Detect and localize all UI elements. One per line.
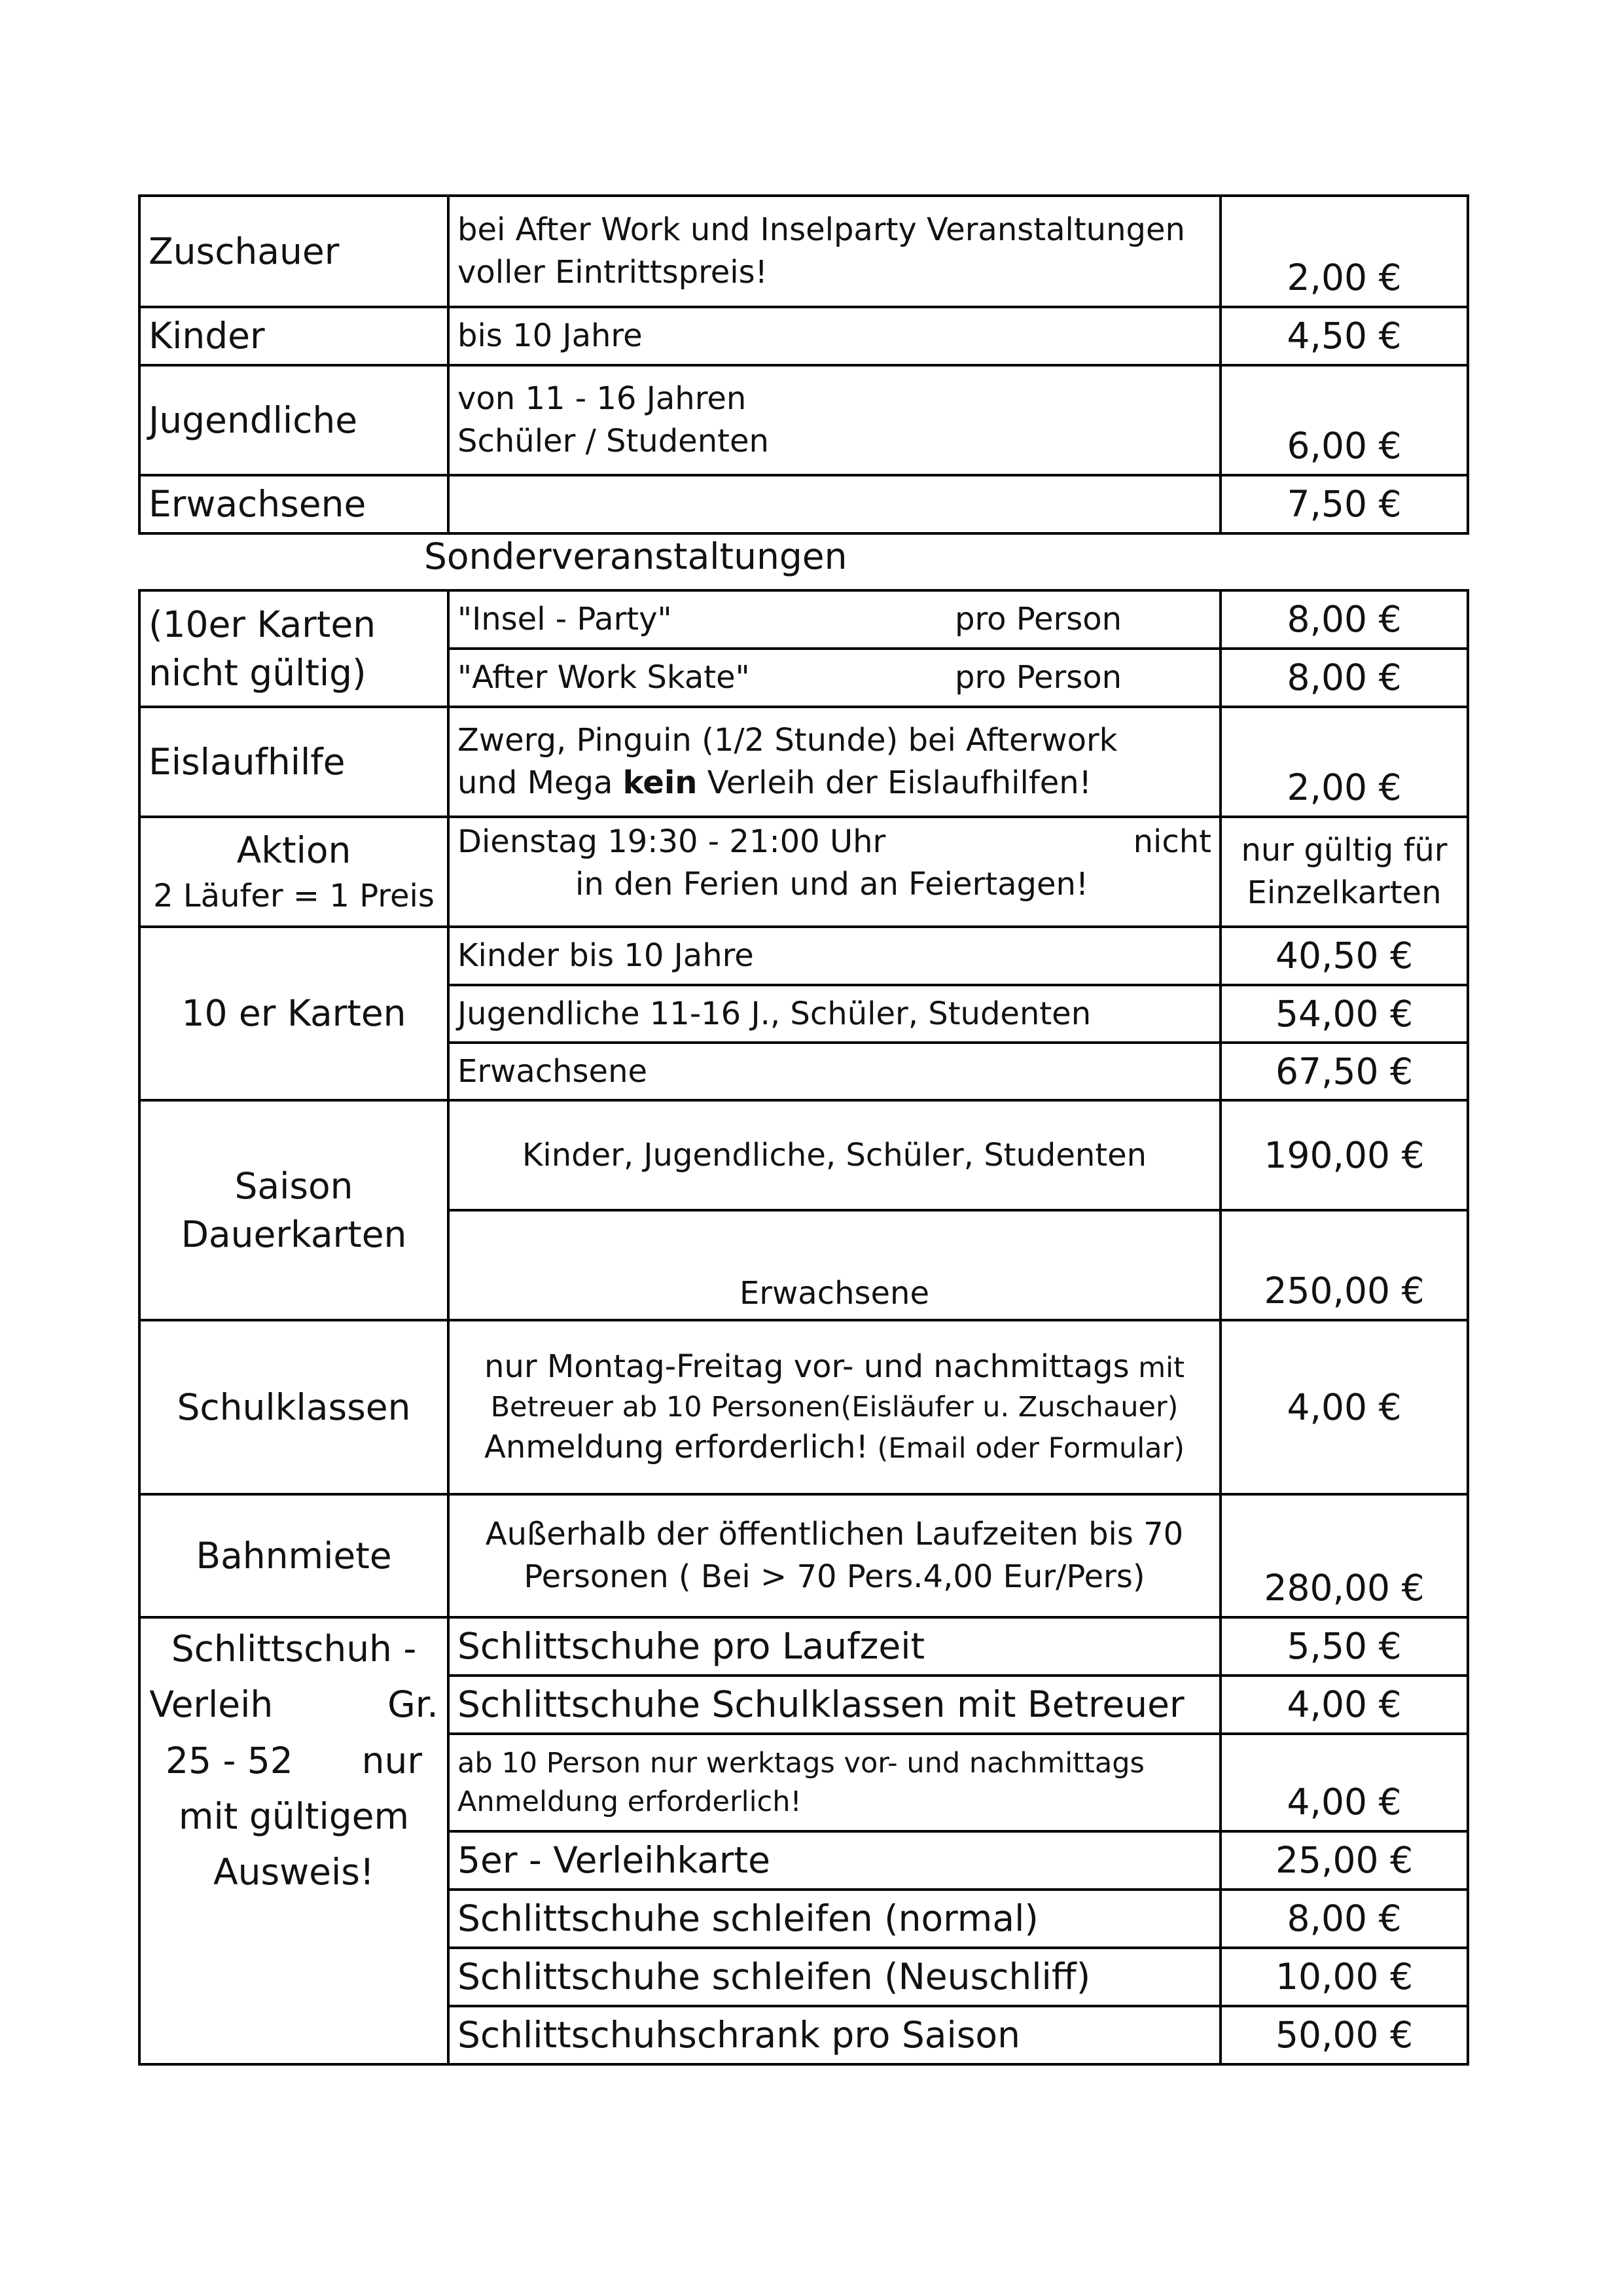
price-cell: 40,50 € (1221, 927, 1468, 985)
description-cell (448, 707, 1221, 817)
aktion-subtitle: 2 Läufer = 1 Preis (153, 877, 435, 914)
description-cell (448, 196, 1221, 307)
price-cell: 4,50 € (1221, 307, 1468, 365)
description-line: in den Ferien und an Feiertagen! (575, 865, 1089, 903)
price-cell: 7,50 € (1221, 475, 1468, 533)
category-line: 25 - 52 nur (165, 1739, 422, 1782)
label-cell: Schlittschuhe schleifen (Neuschliff) (448, 1948, 1221, 2006)
description-line (457, 1346, 1211, 1388)
table-row (139, 307, 1468, 365)
description-text: Anmeldung erforderlich! (484, 1429, 868, 1466)
label-cell: Schlittschuhe Schulklassen mit Betreuer (448, 1676, 1221, 1734)
description-line (457, 821, 1211, 863)
description-cell (448, 1320, 1221, 1494)
label-cell: Erwachsene (448, 1210, 1221, 1320)
event-cell (448, 649, 1221, 707)
price-cell: 25,00 € (1221, 1831, 1468, 1890)
description-cell (448, 365, 1221, 475)
label-line: Anmeldung erforderlich! (457, 1785, 802, 1818)
label-cell: Schlittschuhschrank pro Saison (448, 2006, 1221, 2064)
category-line: (10er Karten (149, 603, 376, 645)
event-cell (448, 590, 1221, 649)
price-cell: 8,00 € (1221, 1890, 1468, 1948)
note-line: Einzelkarten (1247, 874, 1442, 911)
price-cell: 190,00 € (1221, 1100, 1468, 1210)
description-line: Zwerg, Pinguin (1/2 Stunde) bei Afterwork (457, 722, 1118, 759)
description-line: Schüler / Studenten (457, 423, 769, 459)
description-text: (Email oder Formular) (868, 1432, 1185, 1465)
description-line: von 11 - 16 Jahren (457, 380, 747, 418)
description-bold: kein (622, 764, 698, 801)
category-cell: Zuschauer (139, 196, 448, 307)
note-line: nur gültig für (1241, 832, 1448, 869)
label-cell: Kinder bis 10 Jahre (448, 927, 1221, 985)
description-line: Außerhalb der öffentlichen Laufzeiten bis 70 (485, 1516, 1184, 1553)
table-row (139, 196, 1468, 307)
description-text: nicht (1133, 823, 1211, 860)
category-line: Saison (234, 1164, 353, 1207)
category-cell: Bahnmiete (139, 1494, 448, 1617)
description-line: bei After Work und Inselparty Veranstaltungen (457, 211, 1185, 249)
price-cell: 8,00 € (1221, 590, 1468, 649)
description-text: nur Montag-Freitag vor- und nachmittags (484, 1348, 1130, 1386)
event-unit: pro Person (955, 601, 1122, 638)
description-cell (448, 817, 1221, 927)
description-cell (448, 475, 1221, 533)
event-name: "After Work Skate" (457, 659, 750, 696)
category-line: Ausweis! (213, 1851, 374, 1893)
category-cell (139, 590, 448, 707)
table-row (139, 365, 1468, 475)
table-row (139, 1320, 1468, 1494)
price-cell: 4,00 € (1221, 1734, 1468, 1831)
label-cell: Erwachsene (448, 1043, 1221, 1100)
price-cell: 250,00 € (1221, 1210, 1468, 1320)
price-table-special (138, 589, 1469, 2066)
description-line: voller Eintrittspreis! (457, 254, 768, 291)
label-cell: Schlittschuhe pro Laufzeit (448, 1617, 1221, 1676)
description-text: mit (1129, 1352, 1185, 1385)
price-cell: 5,50 € (1221, 1617, 1468, 1676)
price-cell: 4,00 € (1221, 1676, 1468, 1734)
table-row (139, 590, 1468, 649)
description-text: Dienstag 19:30 - 21:00 Uhr (457, 823, 886, 860)
category-cell (139, 1617, 448, 2064)
category-cell: Erwachsene (139, 475, 448, 533)
description-line (457, 1426, 1211, 1469)
price-cell: 280,00 € (1221, 1494, 1468, 1617)
price-cell: 6,00 € (1221, 365, 1468, 475)
label-line: ab 10 Person nur werktags vor- und nachmittags (457, 1747, 1145, 1780)
table-row (139, 1617, 1468, 1676)
label-cell: Schlittschuhe schleifen (normal) (448, 1890, 1221, 1948)
category-line: Dauerkarten (181, 1213, 407, 1255)
price-cell: 4,00 € (1221, 1320, 1468, 1494)
description-cell: bis 10 Jahre (448, 307, 1221, 365)
table-row (139, 927, 1468, 985)
price-cell: 10,00 € (1221, 1948, 1468, 2006)
category-cell: Eislaufhilfe (139, 707, 448, 817)
aktion-title: Aktion (236, 829, 351, 872)
price-cell: 54,00 € (1221, 985, 1468, 1043)
label-cell: Kinder, Jugendliche, Schüler, Studenten (448, 1100, 1221, 1210)
price-cell: 2,00 € (1221, 707, 1468, 817)
label-cell: 5er - Verleihkarte (448, 1831, 1221, 1890)
category-cell: Kinder (139, 307, 448, 365)
category-cell: Jugendliche (139, 365, 448, 475)
table-row (139, 1100, 1468, 1210)
description-cell (448, 1494, 1221, 1617)
category-line: Verleih Gr. (149, 1683, 438, 1726)
table-row (139, 707, 1468, 817)
label-cell (448, 1734, 1221, 1831)
category-line: nicht gültig) (149, 652, 366, 694)
label-cell: Jugendliche 11-16 J., Schüler, Studenten (448, 985, 1221, 1043)
price-cell: 67,50 € (1221, 1043, 1468, 1100)
category-cell (139, 817, 448, 927)
event-unit: pro Person (955, 659, 1122, 696)
category-cell: Schulklassen (139, 1320, 448, 1494)
price-table-standard (138, 194, 1469, 535)
table-row (139, 1494, 1468, 1617)
price-cell: 50,00 € (1221, 2006, 1468, 2064)
category-cell: 10 er Karten (139, 927, 448, 1100)
description-line: Betreuer ab 10 Personen(Eisläufer u. Zuschauer) (490, 1390, 1179, 1424)
price-cell: 8,00 € (1221, 649, 1468, 707)
table-row (139, 817, 1468, 927)
price-cell: 2,00 € (1221, 196, 1468, 307)
note-cell (1221, 817, 1468, 927)
category-line: Schlittschuh - (171, 1628, 417, 1670)
description-text: und Mega (457, 764, 623, 801)
event-name: "Insel - Party" (457, 601, 672, 638)
category-cell (139, 1100, 448, 1320)
table-row (139, 475, 1468, 533)
description-text: Verleih der Eislaufhilfen! (697, 764, 1092, 801)
category-line: mit gültigem (178, 1795, 410, 1837)
description-line: Personen ( Bei > 70 Pers.4,00 Eur/Pers) (524, 1558, 1145, 1595)
section-heading: Sonderveranstaltungen (424, 535, 847, 577)
description-line (457, 762, 1211, 804)
